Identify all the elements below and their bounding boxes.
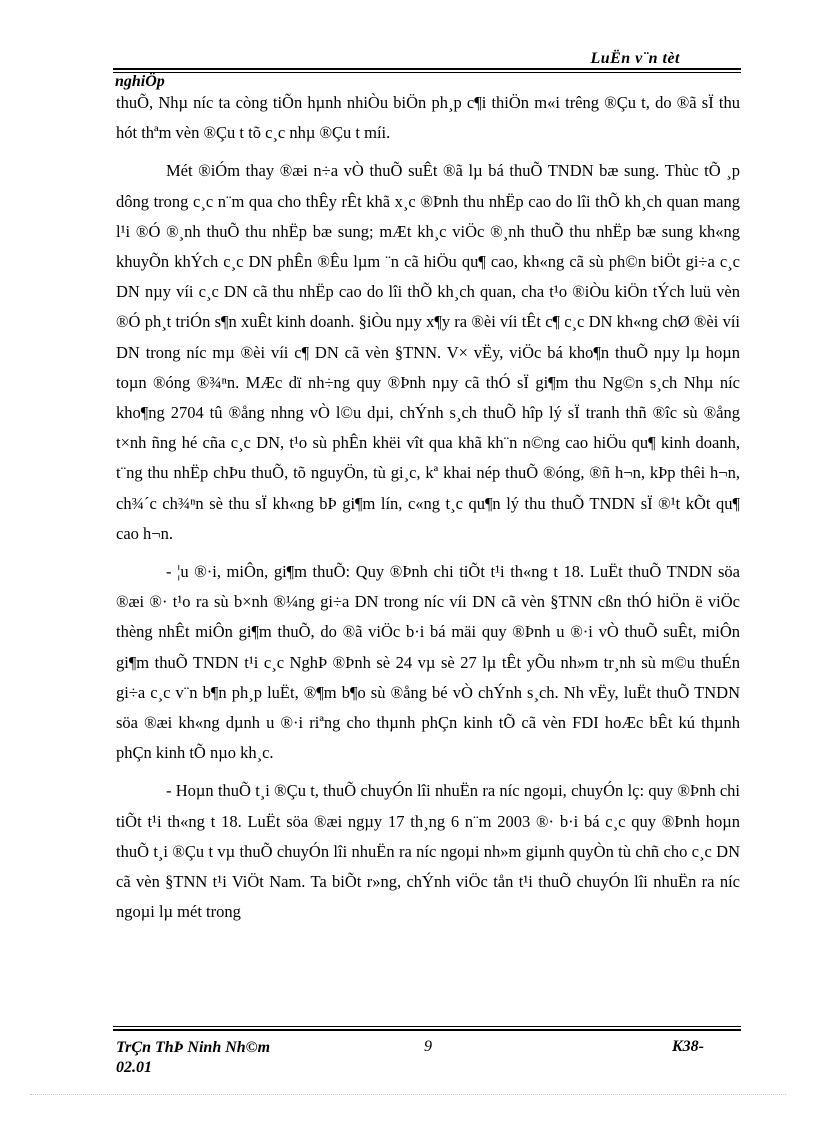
document-body — [116, 88, 740, 927]
footer-class-code: K38- — [672, 1038, 704, 1055]
paragraph-2: Mét ®iÓm thay ®æi n÷a vÒ thuÕ suÊt ®ã lµ bá thuÕ TNDN bæ sung. Thùc tÕ ¸p dông trong c¸c n¨m qua cho thÊy rÊt khã x¸c ®Þnh thu nhËp cao do lîi thÕ kh¸ch quan mang l¹i ®Ó ®¸nh thuÕ thu nhËp bæ sung; mÆt kh¸c viÖc ®¸nh thuÕ thu nhËp bæ sung kh«ng khuyÕn khÝch c¸c DN phÊn ®Êu lµm ¨n cã hiÖu qu¶ cao, kh«ng cã sù ph©n biÖt gi÷a c¸c DN nµy víi c¸c DN cã thu nhËp cao do lîi thÕ kh¸ch quan, cha t¹o ®iÒu kiÖn tÝch luü vèn ®Ó ph¸t triÓn s¶n xuÊt kinh doanh. §iÒu nµy x¶y ra ®èi víi tÊt c¶ c¸c DN kh«ng chØ ®èi víi DN trong níc mµ ®èi víi c¶ DN cã vèn §TNN. V× vËy, viÖc bá kho¶n thuÕ nµy lµ hoµn toµn ®óng ®¾ⁿn. MÆc dï nh÷ng quy ®Þnh nµy cã thÓ sÏ gi¶m thu Ng©n s¸ch Nhµ níc kho¶ng 2704 tû ®ång nhng vÒ l©u dµi, chÝnh s¸ch thuÕ hîp lý sÏ tranh thñ ®îc sù ®ång t×nh ñng hé cña c¸c DN, t¹o sù phÊn khëi vît qua khã kh¨n n©ng cao hiÖu qu¶ kinh doanh, t¨ng thu nhËp chÞu thuÕ, tõ nguyÖn, tù gi¸c, kª khai nép thuÕ ®óng, ®ñ h¬n, kÞp thêi h¬n, ch¾´c ch¾ⁿn sè thu sÏ kh«ng bÞ gi¶m lín, c«ng t¸c qu¶n lý thu thuÕ TNDN sÏ ®¹t kÕt qu¶ cao h¬n. — [116, 161, 740, 543]
footer-rule-thin — [113, 1026, 741, 1027]
footer-page-number: 9 — [424, 1038, 432, 1055]
document-header-continuation: nghiÖp — [115, 73, 165, 90]
page-bottom-dotted-border — [30, 1094, 786, 1095]
paragraph-4: - Hoµn thuÕ t¸i ®Çu t, thuÕ chuyÓn lîi nhuËn ra níc ngoµi, chuyÓn lç: quy ®Þnh chi tiÕt t¹i th«ng t 18. LuËt söa ®æi ngµy 17 th¸ng 6 n¨m 2003 ®· b·i bá c¸c quy ®Þnh hoµn thuÕ t¸i ®Çu t vµ thuÕ chuyÓn lîi nhuËn ra níc ngoµi nh»m giµnh quyÒn tù chñ cho c¸c DN cã vèn §TNN t¹i ViÖt Nam. Ta biÕt r»ng, chÝnh viÖc tån t¹i thuÕ chuyÓn lîi nhuËn ra níc ngoµi lµ mét trong — [116, 781, 740, 922]
paragraph-1: thuÕ, Nhµ níc ta còng tiÕn hµnh nhiÒu biÖn ph¸p c¶i thiÖn m«i trêng ®Çu t, do ®ã sÏ thu hót thªm vèn ®Çu t tõ c¸c nhµ ®Çu t míi. — [116, 93, 740, 143]
header-rule-thick — [113, 68, 741, 70]
footer-author — [116, 1038, 336, 1078]
paragraph-3: - ¦u ®·i, miÔn, gi¶m thuÕ: Quy ®Þnh chi tiÕt t¹i th«ng t 18. LuËt thuÕ TNDN söa ®æi ®· t¹o ra sù b×nh ®¼ng gi÷a DN trong níc víi DN cã vèn §TNN cßn thÓ hiÖn ë viÖc thèng nhÊt miÔn gi¶m thuÕ, do ®ã viÖc b·i bá mäi quy ®Þnh u ®·i vÒ thuÕ suÊt, miÔn gi¶m thuÕ TNDN t¹i c¸c NghÞ ®Þnh sè 24 vµ sè 27 lµ tÊt yÕu nh»m tr¸nh sù m©u thuÉn gi÷a c¸c v¨n b¶n ph¸p luËt, ®¶m b¶o sù ®ång bé vÒ chÝnh s¸ch. Nh vËy, luËt thuÕ TNDN söa ®æi kh«ng dµnh u ®·i riªng cho thµnh phÇn kinh tÕ cã vèn FDI hoÆc bÊt kú thµnh phÇn kinh tÕ nµo kh¸c. — [116, 562, 740, 763]
footer-rule-thick — [113, 1029, 741, 1031]
header-rule-thin — [113, 72, 741, 73]
footer-author-name: TrÇn ThÞ Ninh Nh©m — [116, 1039, 271, 1056]
footer-class-code-continuation: 02.01 — [116, 1059, 152, 1076]
document-header-title: LuËn v¨n tèt — [590, 50, 680, 67]
